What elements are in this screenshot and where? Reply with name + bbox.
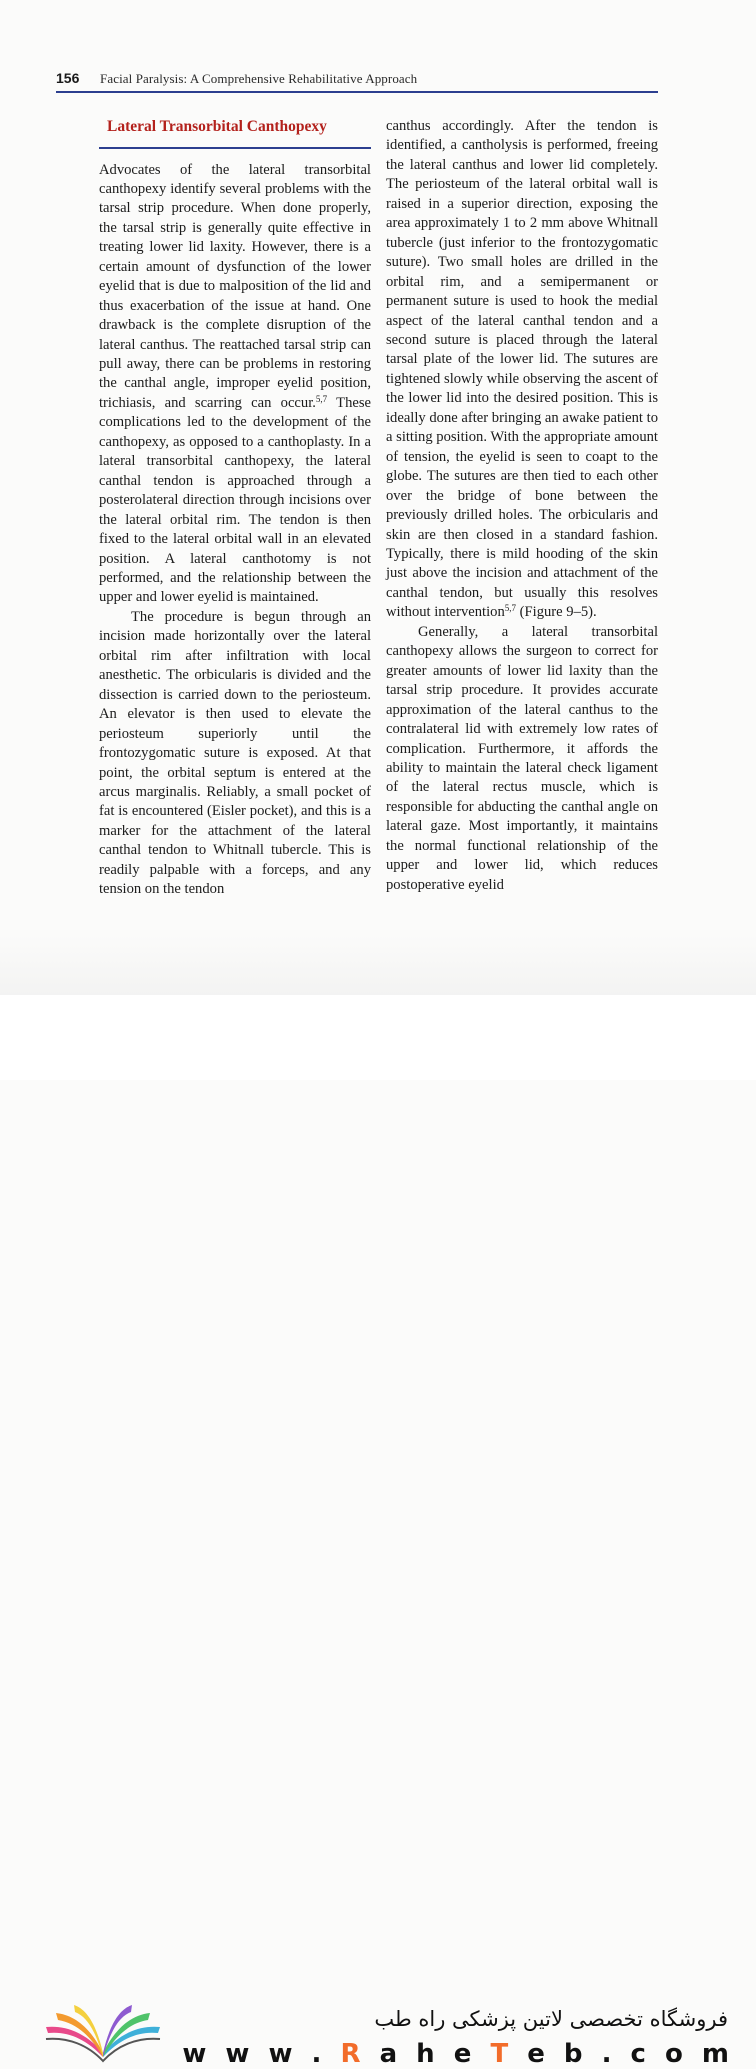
paragraph-text: (Figure 9–5).: [516, 604, 597, 621]
url-part: a h e: [365, 2039, 491, 2069]
paragraph-text: These complications led to the development of the canthopexy, as opposed to a canthoplasty. In a lateral transorbital canthopexy, the lateral canthal tendon is approached through a posterolateral direction through incisions over the lateral orbital rim. The tendon is then fixed to the lateral orbital wall in an elevated position. A lateral canthotomy is not performed, and the relationship between the upper and lower eyelid is maintained.: [99, 394, 372, 606]
paragraph: Generally, a lateral transorbital canthopexy allows the surgeon to correct for greater amounts of lower lid laxity than the tarsal strip procedure. It provides accurate approximation of the lateral canthus to the contralateral lid with extremely low rates of complication. Furthermore, it affords the ability to maintain the lateral check ligament of the lateral rectus muscle, which is responsible for abducting the canthal angle on lateral gaze. Most importantly, it maintains the normal functional relationship of the upper and lower lid, which reduces postoperative eyelid: [386, 623, 658, 893]
running-title: Facial Paralysis: A Comprehensive Rehabilitative Approach: [100, 71, 418, 86]
url-part: e b . c o m: [513, 2039, 734, 2069]
section-title: Lateral Transorbital Canthopexy: [107, 118, 327, 135]
paragraph-text: canthus accordingly. After the tendon is identified, a cantholysis is performed, freeing the lateral canthus and lower lid completely. The periosteum of the lateral orbital wall is raised in a superior direction, exposing the area approximately 1 to 2 mm above Whitnall tubercle (just inferior to the frontozygomatic suture). Two small holes are drilled in the orbital rim, and a semipermanent or permanent suture is used to hook the medial aspect of the lateral canthal tendon and a second suture is placed through the lateral tarsal plate of the lower lid. The sutures are tightened slowly while observing the ascent of the lower lid into the desired position. This is ideally done after bringing an awake patient to a sitting position. With the appropriate amount of tension, the eyelid is seen to coapt to the globe. The sutures are then tied to each other over the bridge of bone between the previously drilled holes. The orbicularis and skin are then closed in a standard fashion. Typically, there is mild hooding of the skin just above the incision and attachment of the canthal tendon, but usually this resolves without intervention: [386, 118, 658, 621]
left-column: [99, 117, 371, 900]
shop-name: فروشگاه تخصصی لاتین پزشکی راه طب: [374, 2007, 728, 2031]
url-part: w w w .: [182, 2039, 341, 2069]
watermark-footer: [0, 995, 756, 2069]
url-part: R: [340, 2039, 366, 2069]
paragraph: The procedure is begun through an incision made horizontally over the lateral orbital rim after infiltration with local anesthetic. The orbicularis is divided and the dissection is carried down to the periosteum. An elevator is then used to elevate the periosteum superiorly until the frontozygomatic suture is exposed. At that point, the orbital septum is entered at the arcus marginalis. Reliably, a small pocket of fat is encountered (Eisler pocket), and this is a marker for the attachment of the lateral canthal tendon to Whitnall tubercle. This is readily palpable with a forceps, and any tension on the tendon: [99, 608, 371, 898]
book-logo-icon: [38, 2003, 168, 2065]
paragraph: [386, 117, 658, 623]
reference-superscript: 5,7: [315, 393, 328, 404]
paragraph: [99, 161, 371, 608]
page-number: 156: [56, 70, 80, 86]
shop-url: [182, 2039, 734, 2069]
url-part: T: [490, 2039, 514, 2069]
paragraph-text: Advocates of the lateral transorbital canthopexy identify several problems with the tarsal strip procedure. When done properly, the tarsal strip is generally quite effective in treating lower lid laxity. However, there is a certain amount of dysfunction of the lower eyelid that is due to malposition of the lid and thus exacerbation of the issue at hand. One drawback is the complete disruption of the lateral canthus. The reattached tarsal strip can pull away, there can be problems in restoring the canthal angle, improper eyelid position, trichiasis, and scarring can occur.: [99, 161, 371, 411]
section-title-rule: [99, 147, 371, 149]
right-column: [386, 117, 658, 895]
header-rule: [56, 91, 658, 93]
reference-superscript: 5,7: [504, 603, 517, 614]
